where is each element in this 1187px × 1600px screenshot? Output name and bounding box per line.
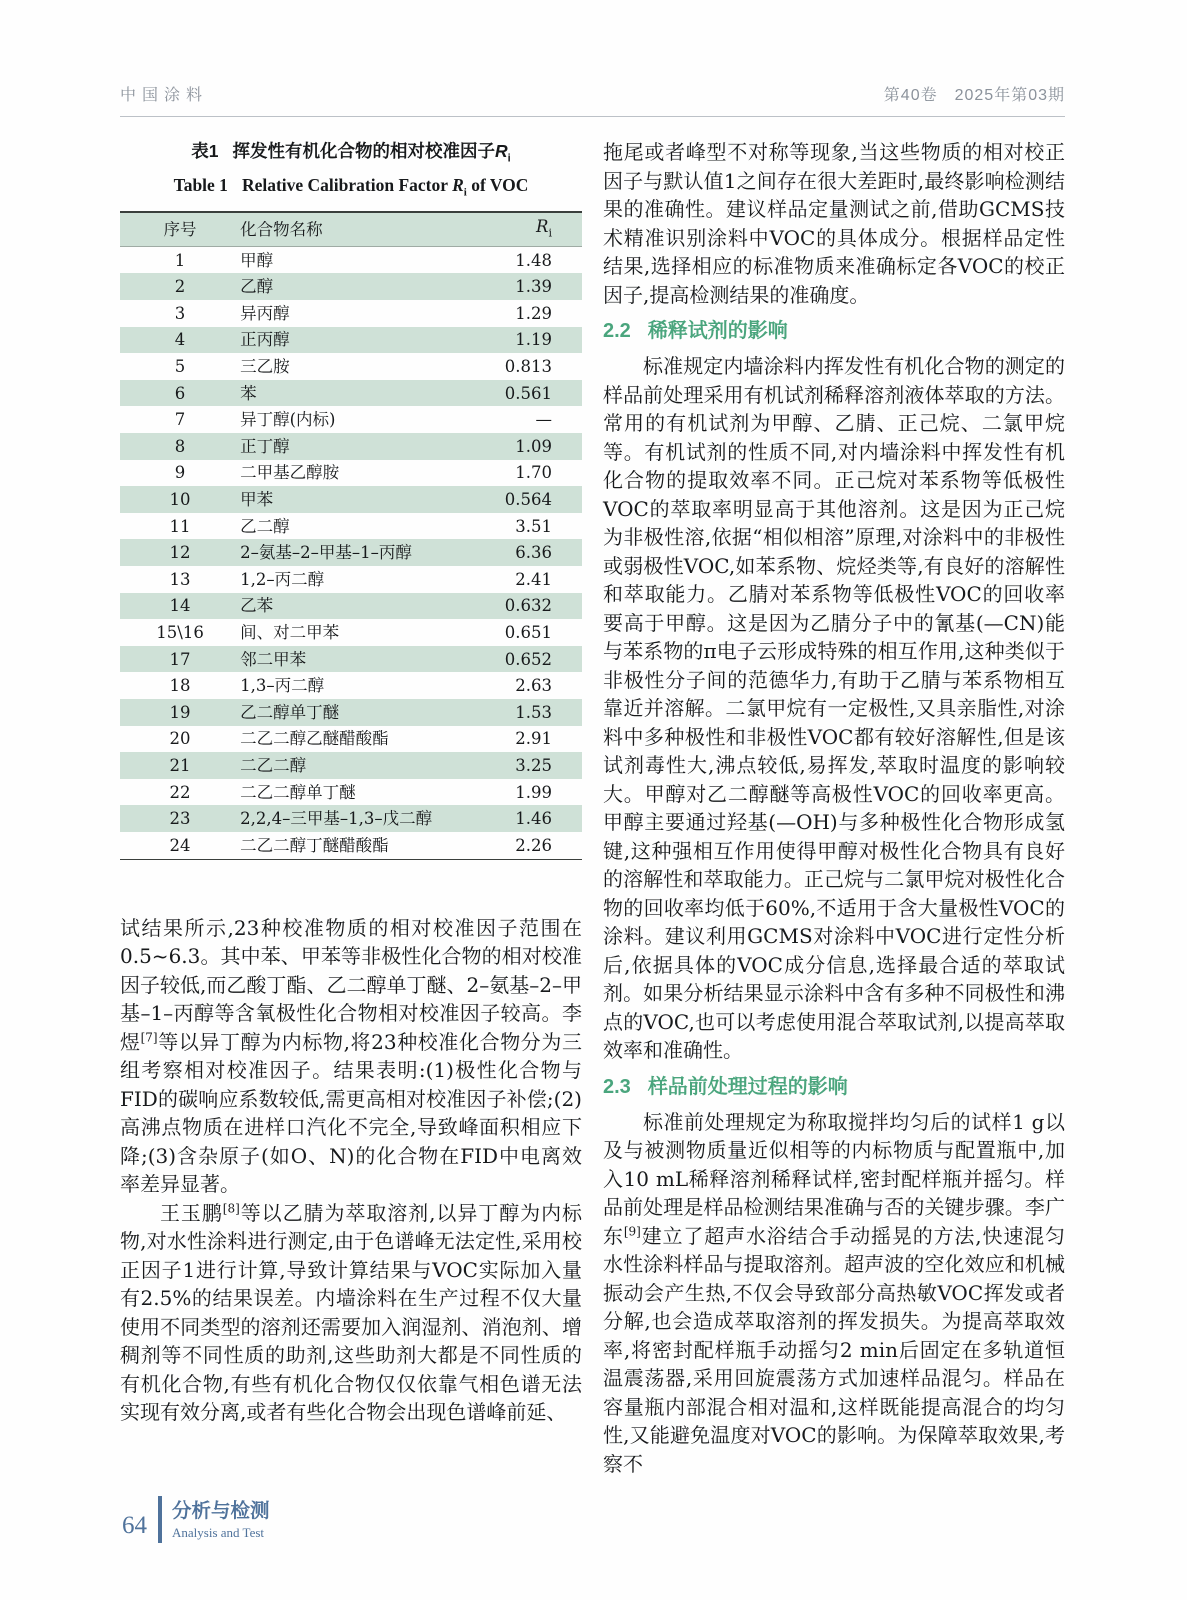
right-paragraph-continuation: 拖尾或者峰型不对称等现象,当这些物质的相对校正因子与默认值1之间存在很大差距时,最终影响检测结果的准确性。建议样品定量测试之前,借助GCMS技术精准识别涂料中VOC的具体成分。根据样品定性结果,选择相应的标准物质来准确标定各VOC的校正因子,提高检测结果的准确度。 xyxy=(603,140,1065,307)
table-caption-zh xyxy=(120,138,582,172)
cell-index: 24 xyxy=(169,835,191,855)
cell-index: 12 xyxy=(169,543,191,563)
section-heading-2-3 xyxy=(603,1073,1065,1101)
cell-ri: 1.70 xyxy=(515,463,552,483)
table-row xyxy=(120,619,582,646)
journal-title: 中国涂料 xyxy=(120,87,209,104)
cell-compound: 三乙胺 xyxy=(240,357,290,377)
cell-compound: 间、对二甲苯 xyxy=(240,623,340,642)
reference-7-marker: [7] xyxy=(140,1029,158,1044)
cell-index: 11 xyxy=(169,516,191,536)
cell-index: 7 xyxy=(174,410,186,430)
cell-ri: 3.25 xyxy=(515,755,552,775)
cell-ri: 1.09 xyxy=(515,436,552,456)
page-number: 64 xyxy=(122,1512,147,1539)
cell-ri: 0.561 xyxy=(504,383,552,403)
ri-symbol: $R_i$ xyxy=(452,174,467,198)
cell-ri: 1.39 xyxy=(515,277,552,297)
section-2-2-paragraph: 标准规定内墙涂料内挥发性有机化合物的测定的样品前处理采用有机试剂稀释溶剂液体萃取的方法。常用的有机试剂为甲醇、乙腈、正己烷、二氯甲烷等。有机试剂的性质不同,对内墙涂料中挥发性有机化合物的提取效率不同。正己烷对苯系物等低极性VOC的萃取率明显高于其他溶剂。这是因为正己烷为非极性溶,依据“相似相溶”原理,对涂料中的非极性或弱极性VOC,如苯系物、烷烃类等,有良好的溶解性和萃取能力。乙腈对苯系物等低极性VOC的回收率要高于甲醇。这是因为乙腈分子中的氰基(—CN)能与苯系物的π电子云形成特殊的相互作用,这种类似于非极性分子间的范德华力,有助于乙腈与苯系物相互靠近并溶解。二氯甲烷有一定极性,又具亲脂性,对涂料中多种极性和非极性VOC都有较好溶解性,但是该试剂毒性大,沸点较低,易挥发,萃取时温度的影响较大。甲醇对乙二醇醚等高极性VOC的回收率更高。甲醇主要通过羟基(—OH)与多种极性化合物形成氢键,这种强相互作用使得甲醇对极性化合物具有良好的溶解性和萃取能力。正己烷与二氯甲烷对极性化合物的回收率均低于60%,不适用于含大量极性VOC的涂料。建议利用GCMS对涂料中VOC进行定性分析后,依据具体的VOC成分信息,选择最合适的萃取试剂。如果分析结果显示涂料中含有多种不同极性和沸点的VOC,也可以考虑使用混合萃取试剂,以提高萃取效率和准确性。 xyxy=(603,354,1065,1062)
left-paragraph-2: 王玉鹏[8]等以乙腈为萃取溶剂,以异丁醇为内标物,对水性涂料进行测定,由于色谱峰无法定性,采用校正因子1进行计算,导致计算结果与VOC实际加入量有2.5%的结果误差。内墙涂料在生产过程不仅大量使用不同类型的溶剂还需要加入润湿剂、消泡剂、增稠剂等不同性质的助剂,这些助剂大都是不同性质的有机化合物,有些有机化合物仅仅依靠气相色谱无法实现有效分离,或者有些化合物会出现色谱峰前延、 xyxy=(120,1200,582,1425)
cell-compound: 异丁醇(内标) xyxy=(240,410,336,430)
cell-ri: 1.48 xyxy=(515,250,552,270)
cell-index: 4 xyxy=(174,330,186,350)
section-title: 样品前处理过程的影响 xyxy=(647,1075,848,1098)
cell-compound: 二乙二醇 xyxy=(240,755,307,775)
cell-index: 3 xyxy=(174,303,186,323)
table-row xyxy=(120,406,582,433)
ri-column-header: $R_i$ xyxy=(536,216,552,240)
issue-label: 第40卷 2025年第03期 xyxy=(883,87,1065,104)
cell-compound: 正丁醇 xyxy=(240,436,290,456)
cell-index: 14 xyxy=(169,596,191,616)
table-caption-zh-title: 挥发性有机化合物的相对校准因子 xyxy=(232,141,496,161)
section-title: 稀释试剂的影响 xyxy=(647,320,788,342)
cell-compound: 二乙二醇丁醚醋酸酯 xyxy=(240,835,389,855)
cell-ri: — xyxy=(535,410,552,430)
footer-section xyxy=(172,1496,270,1543)
section-number: 2.2 xyxy=(603,320,631,342)
table-row xyxy=(120,832,582,859)
cell-ri: 0.652 xyxy=(504,649,552,669)
table-row xyxy=(120,486,582,513)
cell-compound: 甲醇 xyxy=(240,250,274,270)
cell-compound: 乙苯 xyxy=(240,596,274,616)
cell-index: 21 xyxy=(169,755,191,775)
section-2-3-paragraph: 标准前处理规定为称取搅拌均匀后的试样1 g以及与被测物质量近似相等的内标物质与配置瓶中,加入10 mL稀释溶剂稀释试样,密封配样瓶并摇匀。样品前处理是样品检测结果准确与否的关键步骤。李广东[9]建立了超声水浴结合手动摇晃的方法,快速混匀水性涂料样品与提取溶剂。超声波的空化效应和机械振动会产生热,不仅会导致部分高热敏VOC挥发或者分解,也会造成萃取溶剂的挥发损失。为提高萃取效率,将密封配样瓶手动摇匀2 min后固定在多轨道恒温震荡器,采用回旋震荡方式加速样品混匀。样品在容量瓶内部混合相对温和,这样既能提高混合的均匀性,又能避免温度对VOC的影响。为保障萃取效果,考察不 xyxy=(603,1109,1066,1476)
section-heading-2-2 xyxy=(603,317,1065,345)
voc-calibration-table xyxy=(120,211,582,860)
cell-index: 13 xyxy=(169,569,191,589)
cell-index: 8 xyxy=(174,436,186,456)
table-caption-en-suffix: of VOC xyxy=(471,174,529,195)
cell-index: 6 xyxy=(174,383,186,403)
table-row xyxy=(120,513,582,540)
table-row xyxy=(120,752,582,779)
cell-compound: 苯 xyxy=(240,383,257,403)
cell-ri: 2.91 xyxy=(515,729,552,749)
page-header xyxy=(120,82,1065,117)
cell-ri: 1.46 xyxy=(515,809,552,829)
right-column xyxy=(603,138,1065,1478)
table-header-row xyxy=(120,212,582,246)
cell-compound: 甲苯 xyxy=(240,490,274,510)
left-paragraph-1: 试结果所示,23种校准物质的相对校准因子范围在0.5~6.3。其中苯、甲苯等非极性化合物的相对校准因子较低,而乙酸丁酯、乙二醇单丁醚、2–氨基–2–甲基–1–丙醇等含氧极性化合物相对校准因子较高。李煜[7]等以异丁醇为内标物,将23种校准化合物分为三组考察相对校准因子。结果表明:(1)极性化合物与FID的碳响应系数较低,需更高相对校准因子补偿;(2)高沸点物质在进样口汽化不完全,导致峰面积相应下降;(3)含杂原子(如O、N)的化合物在FID中电离效率差异显著。 xyxy=(120,915,583,1197)
cell-index: 15\16 xyxy=(156,623,204,642)
table-row xyxy=(120,593,582,620)
cell-ri: 0.651 xyxy=(504,623,552,642)
index-column-header: 序号 xyxy=(163,219,197,239)
cell-compound: 二甲基乙醇胺 xyxy=(240,463,340,483)
cell-compound: 1,3–丙二醇 xyxy=(240,676,325,696)
cell-compound: 二乙二醇乙醚醋酸酯 xyxy=(240,729,389,749)
cell-index: 9 xyxy=(174,463,186,483)
footer-section-title-zh: 分析与检测 xyxy=(172,1500,270,1522)
footer-divider-bar xyxy=(158,1496,162,1543)
table-row xyxy=(120,566,582,593)
table-row xyxy=(120,353,582,380)
cell-index: 10 xyxy=(169,490,191,510)
cell-ri: 1.53 xyxy=(515,702,552,722)
table-row xyxy=(120,380,582,407)
cell-index: 17 xyxy=(169,649,191,669)
table-caption-en-label: Table 1 xyxy=(173,174,228,195)
table-row xyxy=(120,805,582,832)
cell-ri: 0.813 xyxy=(504,357,552,377)
cell-index: 1 xyxy=(174,250,186,270)
cell-ri: 1.19 xyxy=(515,330,552,350)
cell-ri: 0.564 xyxy=(504,490,552,510)
table-row xyxy=(120,460,582,487)
table-row xyxy=(120,433,582,460)
table-row xyxy=(120,646,582,673)
cell-index: 18 xyxy=(169,676,191,696)
cell-compound: 2–氨基–2–甲基–1–丙醇 xyxy=(240,543,412,563)
cell-compound: 乙二醇单丁醚 xyxy=(240,702,340,722)
footer-section-title-en: Analysis and Test xyxy=(172,1525,265,1540)
cell-index: 23 xyxy=(169,809,191,829)
table-row xyxy=(120,327,582,354)
cell-compound: 乙二醇 xyxy=(240,516,290,536)
table-row xyxy=(120,539,582,566)
cell-index: 22 xyxy=(169,782,191,802)
content-columns xyxy=(120,138,1065,1478)
table-caption-zh-label: 表1 xyxy=(191,141,219,161)
cell-index: 5 xyxy=(174,357,186,377)
table-row xyxy=(120,300,582,327)
cell-ri: 1.29 xyxy=(515,303,552,323)
table-row xyxy=(120,699,582,726)
cell-compound: 1,2–丙二醇 xyxy=(240,569,325,589)
cell-compound: 二乙二醇单丁醚 xyxy=(240,782,356,802)
table-body xyxy=(120,246,582,859)
table-row xyxy=(120,726,582,753)
table-row xyxy=(120,672,582,699)
page-footer xyxy=(122,1496,270,1543)
table-caption-en xyxy=(120,172,582,206)
cell-ri: 2.41 xyxy=(515,569,552,589)
cell-ri: 3.51 xyxy=(515,516,552,536)
reference-8-marker: [8] xyxy=(222,1200,240,1215)
table-row xyxy=(120,779,582,806)
cell-compound: 乙醇 xyxy=(240,277,274,297)
reference-9-marker: [9] xyxy=(623,1223,641,1238)
cell-ri: 2.26 xyxy=(515,835,552,855)
cell-index: 2 xyxy=(174,277,186,297)
ri-symbol: $R_i$ xyxy=(495,141,511,165)
cell-compound: 异丙醇 xyxy=(240,303,290,323)
table-row xyxy=(120,273,582,300)
cell-ri: 1.99 xyxy=(515,782,552,802)
cell-index: 19 xyxy=(169,702,191,722)
section-number: 2.3 xyxy=(603,1075,631,1098)
left-column xyxy=(120,138,582,1478)
cell-ri: 2.63 xyxy=(515,676,552,696)
cell-ri: 0.632 xyxy=(504,596,552,616)
table-row xyxy=(120,246,582,273)
cell-index: 20 xyxy=(169,729,191,749)
cell-compound: 2,2,4–三甲基–1,3–戊二醇 xyxy=(240,809,433,829)
cell-compound: 正丙醇 xyxy=(240,330,290,350)
table-caption-en-title: Relative Calibration Factor xyxy=(241,174,448,195)
left-body-text xyxy=(120,914,582,1427)
compound-column-header: 化合物名称 xyxy=(240,219,323,239)
cell-ri: 6.36 xyxy=(515,543,552,563)
cell-compound: 邻二甲苯 xyxy=(240,649,307,669)
